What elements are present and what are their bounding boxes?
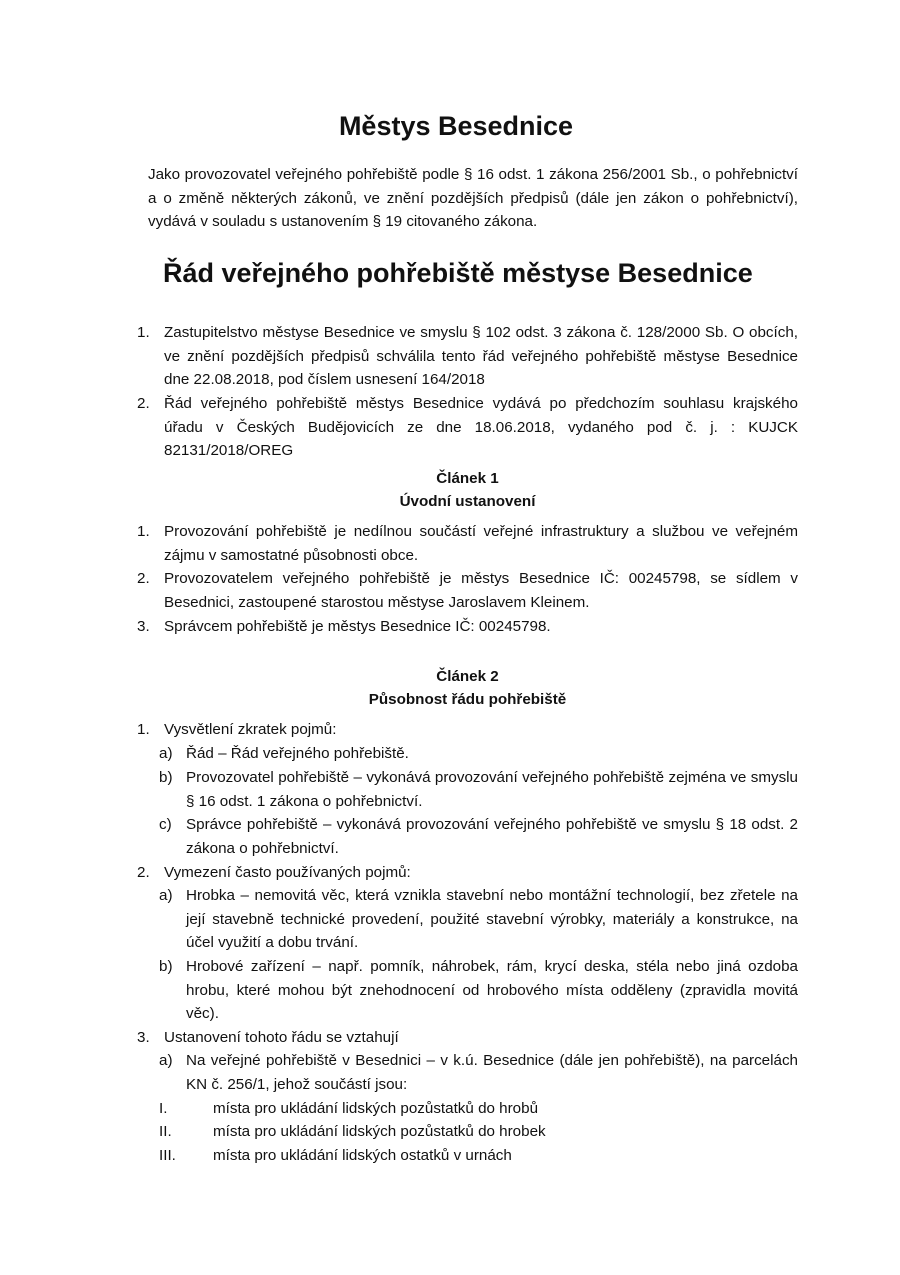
roman-list-text: místa pro ukládání lidských pozůstatků do hrobek: [213, 1123, 546, 1140]
list-text: Správcem pohřebiště je městys Besednice IČ: 00245798.: [164, 618, 551, 635]
list-number: 2.: [137, 864, 150, 881]
sub-list-letter: a): [159, 1052, 173, 1069]
list-number: 3.: [137, 1029, 150, 1046]
sub-list-text: Správce pohřebiště – vykonává provozování veřejného pohřebiště ve smyslu § 18 odst. 2 zákona o pohřebnictví.: [186, 816, 798, 857]
roman-numeral: II.: [159, 1123, 172, 1140]
list-number: 1.: [137, 324, 150, 341]
list-text: Ustanovení tohoto řádu se vztahují: [164, 1029, 399, 1046]
sub-list-text: Hrobka – nemovitá věc, která vznikla stavební nebo montážní technologií, bez zřetele na její stavebně technické provedení, použité stavební výrobky, materiály a konstrukce, na účel využití a dobu trvání.: [186, 887, 798, 952]
list-text: Vymezení často používaných pojmů:: [164, 864, 411, 881]
list-number: 1.: [137, 523, 150, 540]
article-1-heading: Článek 1: [436, 470, 499, 487]
sub-list-text: Provozovatel pohřebiště – vykonává provozování veřejného pohřebiště zejména ve smyslu § 16 odst. 1 zákona o pohřebnictví.: [186, 769, 798, 810]
list-text: Provozování pohřebiště je nedílnou součástí veřejné infrastruktury a službou ve veřejném zájmu v samostatné působnosti obce.: [164, 523, 798, 564]
list-number: 1.: [137, 721, 150, 738]
roman-numeral: I.: [159, 1100, 168, 1117]
sub-list-letter: a): [159, 745, 173, 762]
document-title: Městys Besednice: [338, 111, 574, 141]
sub-list-text: Hrobové zařízení – např. pomník, náhrobek, rám, krycí deska, stéla nebo jiná ozdoba hrobu, které mohou být znehodnocení od hrobového místa odděleny (zpravidla movitá věc).: [186, 958, 798, 1023]
intro-paragraph: Jako provozovatel veřejného pohřebiště podle § 16 odst. 1 zákona 256/2001 Sb., o pohřebnictví a o změně některých zákonů, ve znění pozdějších předpisů (dále jen zákon o pohřebnictví), vydává v souladu s ustanovením § 19 citovaného zákona.: [148, 166, 798, 231]
sub-list-text: Na veřejné pohřebiště v Besednici – v k.ú. Besednice (dále jen pohřebiště), na parcelách KN č. 256/1, jehož součástí jsou:: [186, 1052, 798, 1093]
list-text: Řád veřejného pohřebiště městys Besednice vydává po předchozím souhlasu krajského úřadu v Českých Budějovicích ze dne 18.06.2018, vydaného pod č. j. : KUJCK 82131/2018/OREG: [164, 395, 798, 460]
document-subtitle: Řád veřejného pohřebiště městyse Besednice: [163, 258, 753, 288]
list-text: Vysvětlení zkratek pojmů:: [164, 721, 337, 738]
article-1-title: Úvodní ustanovení: [399, 493, 536, 510]
article-2-title: Působnost řádu pohřebiště: [368, 691, 567, 708]
roman-list-text: místa pro ukládání lidských pozůstatků do hrobů: [213, 1100, 539, 1117]
list-number: 2.: [137, 570, 150, 587]
sub-list-letter: b): [159, 958, 173, 975]
roman-numeral: III.: [159, 1147, 176, 1164]
sub-list-letter: a): [159, 887, 173, 904]
list-text: Zastupitelstvo městyse Besednice ve smyslu § 102 odst. 3 zákona č. 128/2000 Sb. O obcích, ve znění pozdějších předpisů schválila tento řád veřejného pohřebiště městyse Besednice dne 22.08.2018, pod číslem usnesení 164/2018: [164, 324, 798, 389]
sub-list-letter: b): [159, 769, 173, 786]
roman-list-text: místa pro ukládání lidských ostatků v urnách: [213, 1147, 512, 1164]
article-2-heading: Článek 2: [436, 668, 499, 685]
list-number: 2.: [137, 395, 150, 412]
list-number: 3.: [137, 618, 150, 635]
sub-list-text: Řád – Řád veřejného pohřebiště.: [186, 745, 409, 762]
list-text: Provozovatelem veřejného pohřebiště je městys Besednice IČ: 00245798, se sídlem v Besednici, zastoupené starostou městyse Jaroslavem Kleinem.: [164, 570, 798, 611]
sub-list-letter: c): [159, 816, 172, 833]
